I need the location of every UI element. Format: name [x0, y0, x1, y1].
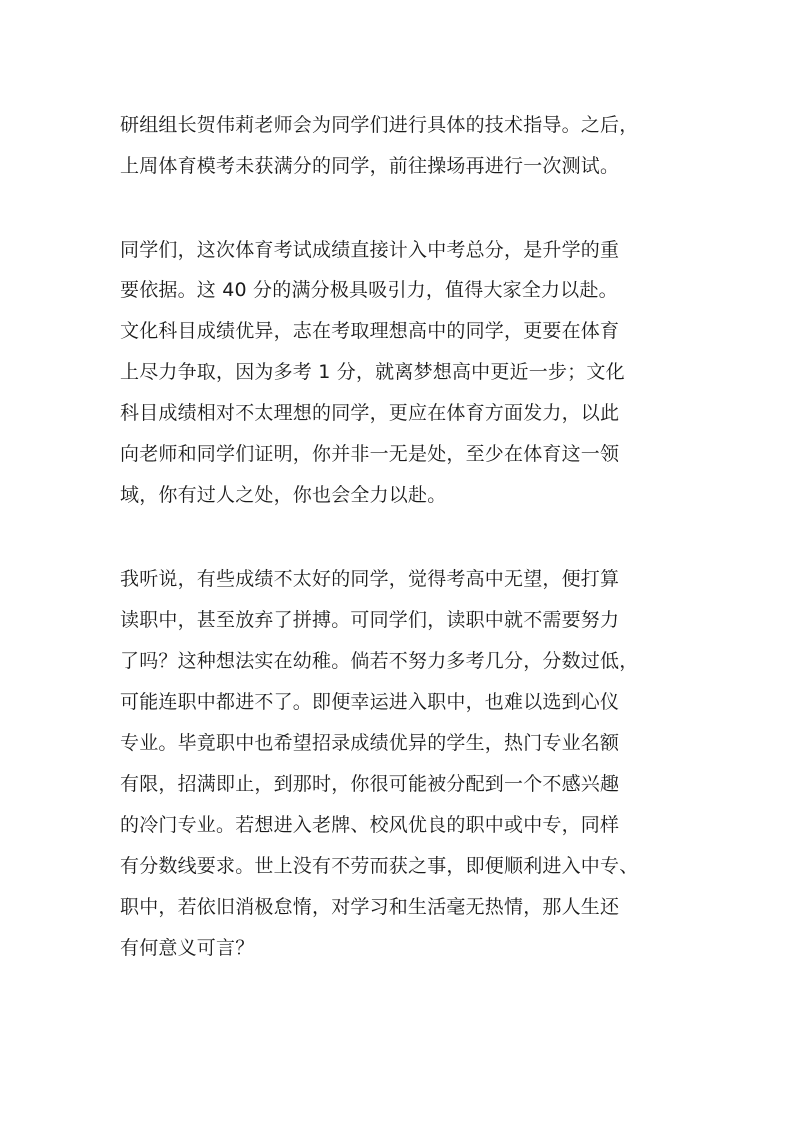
- paragraph-2-line-7: 域，你有过人之处，你也会全力以赴。: [120, 484, 447, 506]
- paragraph-3-line-9: 职中，若依旧消极怠惰，对学习和生活毫无热情，那人生还: [120, 896, 620, 918]
- paragraph-2-line-6: 向老师和同学们证明，你并非一无是处，至少在体育这一领: [120, 443, 620, 465]
- paragraph-3-line-6: 有限，招满即止，到那时，你很可能被分配到一个不感兴趣: [120, 773, 620, 795]
- paragraph-3-line-1: 我听说，有些成绩不太好的同学，觉得考高中无望，便打算: [120, 568, 620, 590]
- paragraph-2-line-3: 文化科目成绩优异，志在考取理想高中的同学，更要在体育: [120, 320, 620, 342]
- paragraph-3-line-8: 有分数线要求。世上没有不劳而获之事，即便顺利进入中专、: [120, 855, 639, 877]
- paragraph-3-line-7: 的冷门专业。若想进入老牌、校风优良的职中或中专，同样: [120, 814, 620, 836]
- paragraph-3-line-3: 了吗？这种想法实在幼稚。倘若不努力多考几分，分数过低，: [120, 650, 639, 672]
- paragraph-3-line-5: 专业。毕竟职中也希望招录成绩优异的学生，热门专业名额: [120, 732, 620, 754]
- paragraph-3-line-4: 可能连职中都进不了。即便幸运进入职中，也难以选到心仪: [120, 691, 620, 713]
- paragraph-2-line-4: 上尽力争取，因为多考 1 分，就离梦想高中更近一步；文化: [120, 361, 625, 383]
- paragraph-3-line-10: 有何意义可言？: [120, 937, 255, 959]
- paragraph-1-line-1: 研组组长贺伟莉老师会为同学们进行具体的技术指导。之后，: [120, 114, 639, 136]
- paragraph-2-line-1: 同学们，这次体育考试成绩直接计入中考总分，是升学的重: [120, 239, 620, 261]
- paragraph-1-line-2: 上周体育模考未获满分的同学，前往操场再进行一次测试。: [120, 155, 620, 177]
- paragraph-2-line-2: 要依据。这 40 分的满分极具吸引力，值得大家全力以赴。: [120, 279, 618, 301]
- paragraph-3-line-2: 读职中，甚至放弃了拼搏。可同学们，读职中就不需要努力: [120, 609, 620, 631]
- paragraph-2-line-5: 科目成绩相对不太理想的同学，更应在体育方面发力，以此: [120, 402, 620, 424]
